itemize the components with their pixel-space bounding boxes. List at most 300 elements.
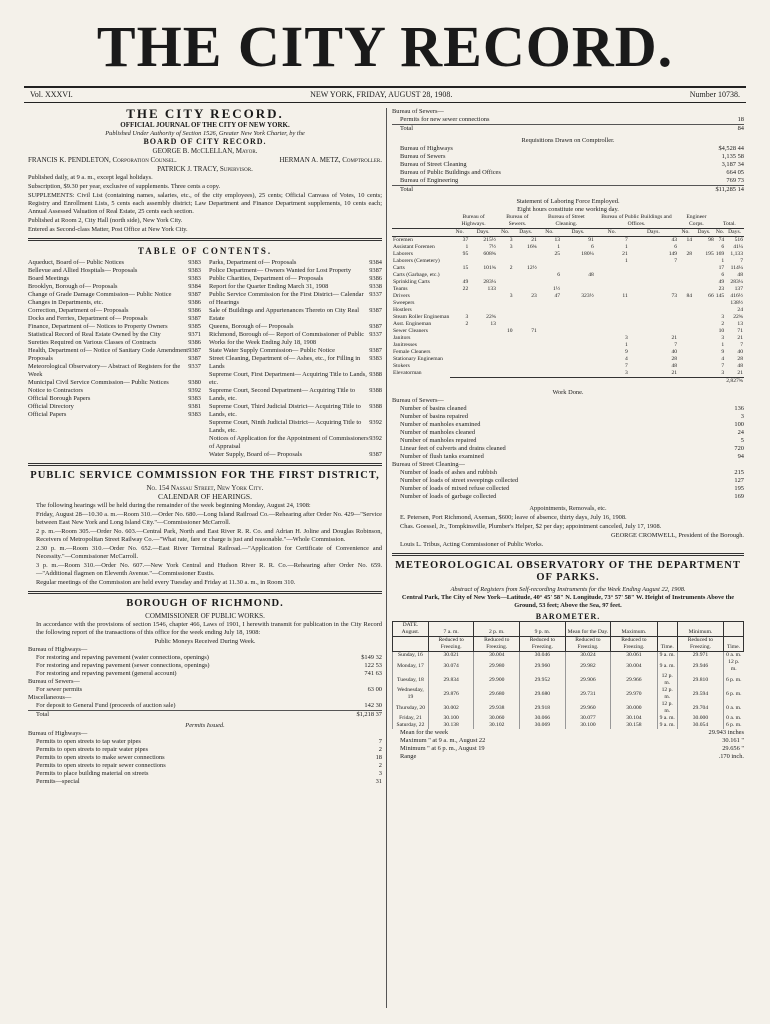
column-rule: [386, 108, 387, 1008]
labor-cell: [497, 272, 514, 279]
labor-cell: [678, 356, 693, 363]
labor-cell: [514, 370, 538, 378]
permit-row: [28, 754, 382, 762]
toc-entry: [28, 379, 201, 387]
labor-row-label: Carts (Garbage, etc.): [393, 272, 440, 278]
toc-entry-title: Correction, Department of— Proposals: [28, 307, 129, 314]
barometer-row: [393, 687, 744, 701]
barometer-cell: 29.906: [565, 673, 611, 687]
work-row: [392, 485, 744, 493]
sewer-row-label: Permits for new sewer connections: [400, 116, 490, 123]
labor-cell: [678, 279, 693, 286]
work-row-label: Number of manholes cleaned: [400, 429, 476, 436]
barometer-subheader: Reduced to Freezing.: [428, 637, 474, 652]
toc-entry-page: 9383: [188, 259, 201, 266]
labor-cell: 25: [554, 251, 561, 257]
barometer-cell: 0 a. m.: [724, 652, 744, 660]
work-row-value: 5: [740, 437, 744, 444]
labor-cell: [629, 321, 678, 328]
publication-date: NEW YORK, FRIDAY, AUGUST 28, 1908.: [310, 90, 453, 99]
requisitions-total-row: [392, 185, 744, 194]
labor-cell: 3: [721, 370, 725, 376]
toc-entry: [28, 307, 201, 315]
labor-cell: [469, 349, 497, 356]
labor-cell: 283¼: [483, 279, 496, 285]
barometer-header: DATE. August.: [393, 622, 429, 637]
labor-row: [392, 293, 744, 300]
dateline: [24, 86, 746, 103]
labor-cell: 3: [509, 293, 513, 299]
requisition-row: [392, 169, 744, 177]
barometer-cell: 29.938: [474, 701, 520, 715]
toc-entry-page: 9387: [188, 315, 201, 322]
labor-cell: [450, 370, 469, 378]
permit-row: [28, 738, 382, 746]
money-row-value: [378, 694, 382, 702]
labor-cell: [538, 279, 561, 286]
labor-cell: [469, 370, 497, 378]
signature: GEORGE CROMWELL, President of the Borough.: [611, 532, 744, 539]
barometer-cell: 29.834: [428, 673, 474, 687]
labor-cell: 84: [686, 293, 693, 299]
labor-cell: [561, 328, 595, 335]
toc-entry-title: Public Charities, Department of— Proposals: [209, 275, 324, 282]
permit-row-label: Permits to open streets to make sewer connections: [36, 754, 165, 761]
labor-cell: [678, 314, 693, 321]
toc-entry-page: 9371: [188, 331, 201, 338]
barometer-cell: Tuesday, 18: [393, 673, 429, 687]
barometer-cell: 30.100: [428, 715, 474, 722]
labor-cell: [595, 272, 629, 279]
toc-entry-page: 9387: [369, 451, 382, 458]
labor-cell: 137: [734, 286, 743, 292]
requisition-row-value: 3,187 34: [721, 161, 744, 168]
permits-title: Permits Issued.: [185, 722, 225, 729]
labor-total-cell: [693, 378, 715, 386]
work-row-label: Number of basins repaired: [400, 413, 468, 420]
toc-entry: [28, 395, 201, 403]
labor-cell: 16¾: [527, 244, 537, 250]
toc-column-2: [209, 259, 382, 459]
labor-row-label: Laborers (Cemetery): [393, 258, 440, 264]
richmond-intro: In accordance with the provisions of section 1546, chapter 466, Laws of 1901, I herewith transmit for publication in the City Record the following report of the transactions of this office for the week ending July 18, 1908:: [36, 621, 382, 636]
toc-entry-page: 9386: [188, 307, 201, 314]
barometer-row: [393, 701, 744, 715]
sewers-list: [392, 108, 744, 124]
labor-cell: [514, 335, 538, 342]
hearing-item: 3 p. m.—Room 310.—Order No. 607.—New York Central and Hudson River R. R. Co.—Rehearing after Order No. 659.—"Additional flagmen on Eleventh Avenue."—Commissioner Eustis.: [36, 562, 382, 577]
labor-cell: [678, 265, 693, 272]
barometer-cell: 30.138: [428, 722, 474, 729]
labor-row: [392, 314, 744, 321]
labor-row: [392, 279, 744, 286]
labor-cell: 516: [734, 237, 743, 243]
labor-cell: [469, 342, 497, 349]
divider: [392, 553, 744, 556]
entered-info: Entered as Second-class Matter, Post Office at New York City.: [28, 226, 188, 233]
labor-cell: 608¾: [483, 251, 496, 257]
labor-row: [392, 307, 744, 314]
labor-header-row: [392, 214, 744, 229]
labor-cell: 23: [718, 286, 725, 292]
barometer-row: [393, 659, 744, 673]
toc-entry-title: Sale of Buildings and Appurtenances Thereto on City Real Estate: [209, 307, 360, 322]
toc-entry-title: Docks and Ferries, Department of— Proposals: [28, 315, 148, 322]
work-row-value: [740, 397, 744, 405]
work-row: [392, 469, 744, 477]
work-row: [392, 429, 744, 437]
labor-row: [392, 356, 744, 363]
toc-entry-title: Official Papers: [28, 411, 67, 418]
labor-cell: [538, 370, 561, 378]
labor-group-header: Bureau of Sewers.: [497, 214, 538, 229]
labor-cell: 21: [531, 237, 537, 243]
toc-entry-title: Notices of Application for the Appointment of Commissioners of Appraisal: [209, 435, 369, 450]
divider: [28, 238, 382, 241]
labor-row: [392, 272, 744, 279]
toc-entry-title: Richmond, Borough of— Report of Commissioner of Public Works for the Week Ending July 18, 1908: [209, 331, 365, 346]
work-row: [392, 445, 744, 453]
work-row-label: Number of loads of garbage collected: [400, 493, 497, 500]
labor-cell: 323½: [581, 293, 594, 299]
labor-cell: [514, 314, 538, 321]
labor-cell: [469, 307, 497, 314]
labor-cell: [469, 258, 497, 265]
labor-cell: 1: [624, 342, 628, 348]
labor-days-header: Days.: [561, 229, 595, 237]
work-row: [392, 461, 744, 469]
hearings-list: [28, 511, 382, 578]
work-row-label: Number of manholes examined: [400, 421, 481, 428]
labor-cell: [538, 321, 561, 328]
work-row: [392, 437, 744, 445]
labor-cell: [450, 300, 469, 307]
labor-cell: 21: [671, 335, 678, 341]
labor-cell: 21: [737, 335, 743, 341]
labor-cell: 49: [718, 279, 725, 285]
labor-table: [392, 214, 744, 385]
requisitions-total-value: $11,285 14: [715, 186, 744, 193]
labor-cell: [561, 349, 595, 356]
toc-entry-page: 9384: [369, 259, 382, 266]
richmond-title: BOROUGH OF RICHMOND.: [126, 598, 284, 609]
barometer-cell: 29.876: [428, 687, 474, 701]
labor-total-row: [392, 378, 744, 386]
labor-header-blank: [392, 229, 450, 237]
toc-entry: [28, 347, 201, 355]
barometer-subheader: [393, 637, 429, 652]
labor-cell: [693, 335, 715, 342]
toc-entry-page: 9383: [188, 411, 201, 418]
labor-cell: 21: [737, 370, 743, 376]
labor-cell: [514, 258, 538, 265]
sewer-row: [392, 108, 744, 116]
labor-cell: [450, 293, 469, 300]
labor-cell: [514, 272, 538, 279]
toc-entry-page: 9383: [369, 355, 382, 362]
table-of-contents: [28, 259, 382, 459]
right-column: [392, 108, 744, 1014]
labor-cell: [693, 258, 715, 265]
work-row-label: Number of basins cleaned: [400, 405, 467, 412]
barometer-cell: 29.980: [474, 659, 520, 673]
work-row-value: 3: [740, 413, 744, 420]
toc-entry-title: Notice to Contractors: [28, 387, 84, 394]
labor-cell: 48: [588, 272, 594, 278]
barometer-cell: 12 p. m.: [724, 659, 744, 673]
work-title: Work Done.: [552, 389, 584, 396]
permits-list: [28, 730, 382, 786]
labor-days-header: Days.: [514, 229, 538, 237]
barometer-subheader: Reduced to Freezing.: [611, 637, 657, 652]
toc-entry: [28, 323, 201, 331]
sewer-row-value: 18: [737, 116, 744, 123]
work-row-label: Number of manholes repaired: [400, 437, 477, 444]
toc-entry-page: 9383: [188, 275, 201, 282]
labor-group-header: Bureau of Public Buildings and Offices.: [595, 214, 678, 229]
money-row-value: 122 53: [364, 662, 382, 669]
barometer-cell: 29.594: [677, 687, 723, 701]
barometer-summary-row: [392, 745, 744, 753]
labor-cell: [678, 349, 693, 356]
barometer-cell: 30.024: [565, 652, 611, 660]
barometer-cell: 30.100: [565, 722, 611, 729]
barometer-cell: 12 p. m.: [657, 701, 677, 715]
barometer-table: [392, 621, 744, 729]
labor-cell: [693, 321, 715, 328]
toc-entry-title: Official Directory: [28, 403, 74, 410]
labor-cell: 28: [737, 356, 743, 362]
labor-cell: 9: [624, 349, 628, 355]
barometer-summary-row-label: Minimum " at 6 p. m., August 19: [400, 745, 485, 752]
officers-line: [28, 156, 382, 164]
labor-cell: [678, 342, 693, 349]
barometer-subheader: Reduced to Freezing.: [474, 637, 520, 652]
barometer-cell: 30.021: [428, 652, 474, 660]
toc-entry-page: 9337: [369, 291, 382, 298]
labor-cell: [497, 307, 514, 314]
labor-total-cell: [450, 378, 469, 386]
labor-cell: [514, 279, 538, 286]
toc-entry-title: Public Service Commission for the First District— Calendar of Hearings: [209, 291, 364, 306]
barometer-summary-row-value: 29.656 ": [722, 745, 744, 752]
regular-meetings: Regular meetings of the Commission are held every Tuesday and Friday at 11.30 a. m., in Room 310.: [36, 579, 296, 586]
work-list: [392, 397, 744, 501]
sewers-total-row: [392, 124, 744, 133]
barometer-cell: 30.074: [428, 659, 474, 673]
labor-row: [392, 342, 744, 349]
labor-cell: [693, 307, 715, 314]
labor-header-blank: [392, 214, 450, 229]
toc-entry-page: 9386: [188, 339, 201, 346]
labor-row: [392, 370, 744, 378]
permit-row-label: Permits to open streets to tap water pipes: [36, 738, 141, 745]
barometer-cell: 29.731: [565, 687, 611, 701]
barometer-cell: 0 a. m.: [724, 715, 744, 722]
barometer-cell: 30.046: [520, 652, 566, 660]
labor-cell: [595, 328, 629, 335]
labor-cell: [497, 363, 514, 370]
toc-entry-page: 9386: [188, 299, 201, 306]
sewers-total-label: Total: [400, 125, 414, 132]
toc-entry-title: Queens, Borough of— Proposals: [209, 323, 294, 330]
labor-row-label: Elevatorman: [393, 370, 422, 377]
money-row-value: 63 00: [367, 686, 382, 693]
labor-row-label: Janitresses: [393, 342, 417, 348]
toc-entry-title: Brooklyn, Borough of— Proposals: [28, 283, 118, 290]
work-row-value: 100: [734, 421, 744, 428]
labor-cell: [538, 307, 561, 314]
labor-cell: [497, 342, 514, 349]
psc-address: No. 154 Nassau Street, New York City.: [146, 484, 264, 492]
barometer-cell: 9 a. m.: [657, 659, 677, 673]
toc-entry: [209, 403, 382, 419]
labor-row-label: Sewer Cleaners: [393, 328, 428, 334]
money-row-label: For restoring and repaving pavement (water connections, openings): [36, 654, 209, 661]
labor-cell: [469, 363, 497, 370]
labor-cell: [497, 258, 514, 265]
labor-cell: [450, 272, 469, 279]
toc-entry-title: Aqueduct, Board of— Public Notices: [28, 259, 125, 266]
labor-cell: [595, 307, 629, 314]
moneys-total-row: [28, 710, 382, 719]
labor-cell: [538, 363, 561, 370]
barometer-cell: 29.704: [677, 701, 723, 715]
labor-cell: [561, 286, 595, 293]
barometer-cell: 9 a. m.: [657, 715, 677, 722]
supplements-info: SUPPLEMENTS: Civil List (containing names, salaries, etc., of the city employees), 25 cents; Official Canvass of Votes, 10 cents; Registry and Enrollment Lists, 5 cents each assembly district; Law Department and Finance Department supplements, 10 cents each; Annual Assessed Valuation of Real Estate, 25 cents each section.: [28, 192, 382, 215]
toc-entry: [209, 307, 382, 323]
permit-row-value: 31: [375, 778, 382, 785]
labor-cell: [629, 272, 678, 279]
labor-days-header: Days.: [629, 229, 678, 237]
money-row: [28, 694, 382, 702]
toc-entry: [28, 387, 201, 395]
toc-entry: [209, 371, 382, 387]
labor-cell: [538, 265, 561, 272]
labor-cell: 13: [554, 237, 561, 243]
barometer-subheader-row: [393, 637, 744, 652]
labor-cell: [497, 314, 514, 321]
labor-cell: 28: [671, 356, 678, 362]
left-column: [28, 108, 382, 1014]
money-row: [28, 686, 382, 694]
barometer-row: [393, 652, 744, 660]
labor-cell: 1: [465, 244, 469, 250]
toc-entry-page: 9387: [369, 347, 382, 354]
barometer-cell: 6 p. m.: [724, 687, 744, 701]
labor-cell: 6: [591, 244, 594, 250]
toc-entry-page: 9392: [369, 419, 382, 426]
signature-2: Louis L. Tribus, Acting Commissioner of Public Works.: [400, 541, 544, 548]
labor-cell: [450, 307, 469, 314]
toc-entry-title: Supreme Court, First Department— Acquiring Title to Lands, etc.: [209, 371, 367, 386]
toc-entry-title: Water Supply, Board of— Proposals: [209, 451, 302, 458]
labor-cell: [514, 286, 538, 293]
labor-cell: [538, 328, 561, 335]
requisition-row: [392, 177, 744, 185]
labor-cell: [561, 307, 595, 314]
permit-row-label: Permits to open streets to repair water pipes: [36, 746, 148, 753]
money-row-label: For deposit to General Fund (proceeds of auction sale): [36, 702, 176, 709]
labor-cell: [678, 321, 693, 328]
labor-cell: [497, 370, 514, 378]
toc-entry-title: Board Meetings: [28, 275, 69, 282]
labor-cell: [450, 342, 469, 349]
published-daily: Published daily, at 9 a. m., except legal holidays.: [28, 174, 153, 181]
permit-row: [28, 730, 382, 738]
labor-cell: 23: [531, 293, 537, 299]
toc-entry: [28, 267, 201, 275]
labor-cell: [450, 363, 469, 370]
barometer-cell: Thursday, 20: [393, 701, 429, 715]
toc-entry: [209, 387, 382, 403]
labor-group-header: Bureau of Highways.: [450, 214, 497, 229]
calendar-intro: The following hearings will be held during the remainder of the week beginning Monday, August 24, 1908:: [36, 502, 311, 509]
requisition-row-value: 664 05: [726, 169, 744, 176]
toc-entry: [209, 291, 382, 307]
labor-cell: 1: [721, 342, 725, 348]
barometer-cell: 29.680: [474, 687, 520, 701]
toc-entry-title: Municipal Civil Service Commission— Public Notices: [28, 379, 169, 386]
barometer-cell: 29.960: [565, 701, 611, 715]
toc-entry-title: Supreme Court, Third Judicial District— Acquiring Title to Lands, etc.: [209, 403, 361, 418]
toc-entry-title: Finance, Department of— Notices to Property Owners: [28, 323, 168, 330]
labor-cell: [514, 307, 538, 314]
toc-entry-page: 9388: [369, 387, 382, 394]
money-row: [28, 670, 382, 678]
labor-cell: [678, 307, 693, 314]
toc-entry: [28, 283, 201, 291]
toc-entry-page: 9338: [369, 283, 382, 290]
labor-total-label: [392, 378, 450, 386]
supervisor-line: PATRICK J. TRACY, Supervisor.: [157, 165, 253, 173]
barometer-cell: 29.960: [520, 659, 566, 673]
barometer-cell: 0 a. m.: [724, 701, 744, 715]
toc-entry: [209, 331, 382, 347]
labor-cell: [629, 279, 678, 286]
labor-cell: 48: [671, 363, 678, 369]
work-row-value: 195: [734, 485, 744, 492]
work-row-label: Linear feet of culverts and drains cleaned: [400, 445, 506, 452]
labor-cell: [538, 342, 561, 349]
subscription-info: Subscription, $9.30 per year, exclusive of supplements. Three cents a copy.: [28, 183, 221, 190]
labor-cell: 43: [671, 237, 678, 243]
labor-cell: [595, 265, 629, 272]
labor-cell: 48: [737, 363, 743, 369]
labor-row: [392, 335, 744, 342]
hearing-item: Friday, August 28—10.30 a. m.—Room 310.—Order No. 680.—Long Island Railroad Co.—Rehearing after Order No. 429—"Service between East New York and Long Island City."—Commissioner McCarroll.: [36, 511, 382, 526]
permit-row-value: 18: [375, 754, 382, 761]
barometer-cell: 9 a. m.: [657, 652, 677, 660]
toc-entry-title: Bellevue and Allied Hospitals— Proposals: [28, 267, 138, 274]
labor-cell: [715, 300, 725, 307]
barometer-summary-row-label: Range: [400, 753, 417, 760]
labor-cell: 22¾: [733, 314, 743, 320]
labor-cell: 6: [721, 272, 725, 278]
barometer-cell: 30.158: [611, 722, 657, 729]
appointments-title: Appointments, Removals, etc.: [529, 505, 607, 512]
divider: [28, 591, 382, 594]
labor-cell: 3: [624, 370, 628, 376]
labor-cell: 283¼: [730, 279, 743, 285]
labor-cell: [693, 244, 715, 251]
toc-entry-page: 9337: [188, 363, 201, 370]
requisition-row-label: Bureau of Engineering: [400, 177, 459, 184]
barometer-cell: Friday, 21: [393, 715, 429, 722]
barometer-cell: 29.680: [520, 687, 566, 701]
labor-cell: 71: [737, 328, 743, 334]
